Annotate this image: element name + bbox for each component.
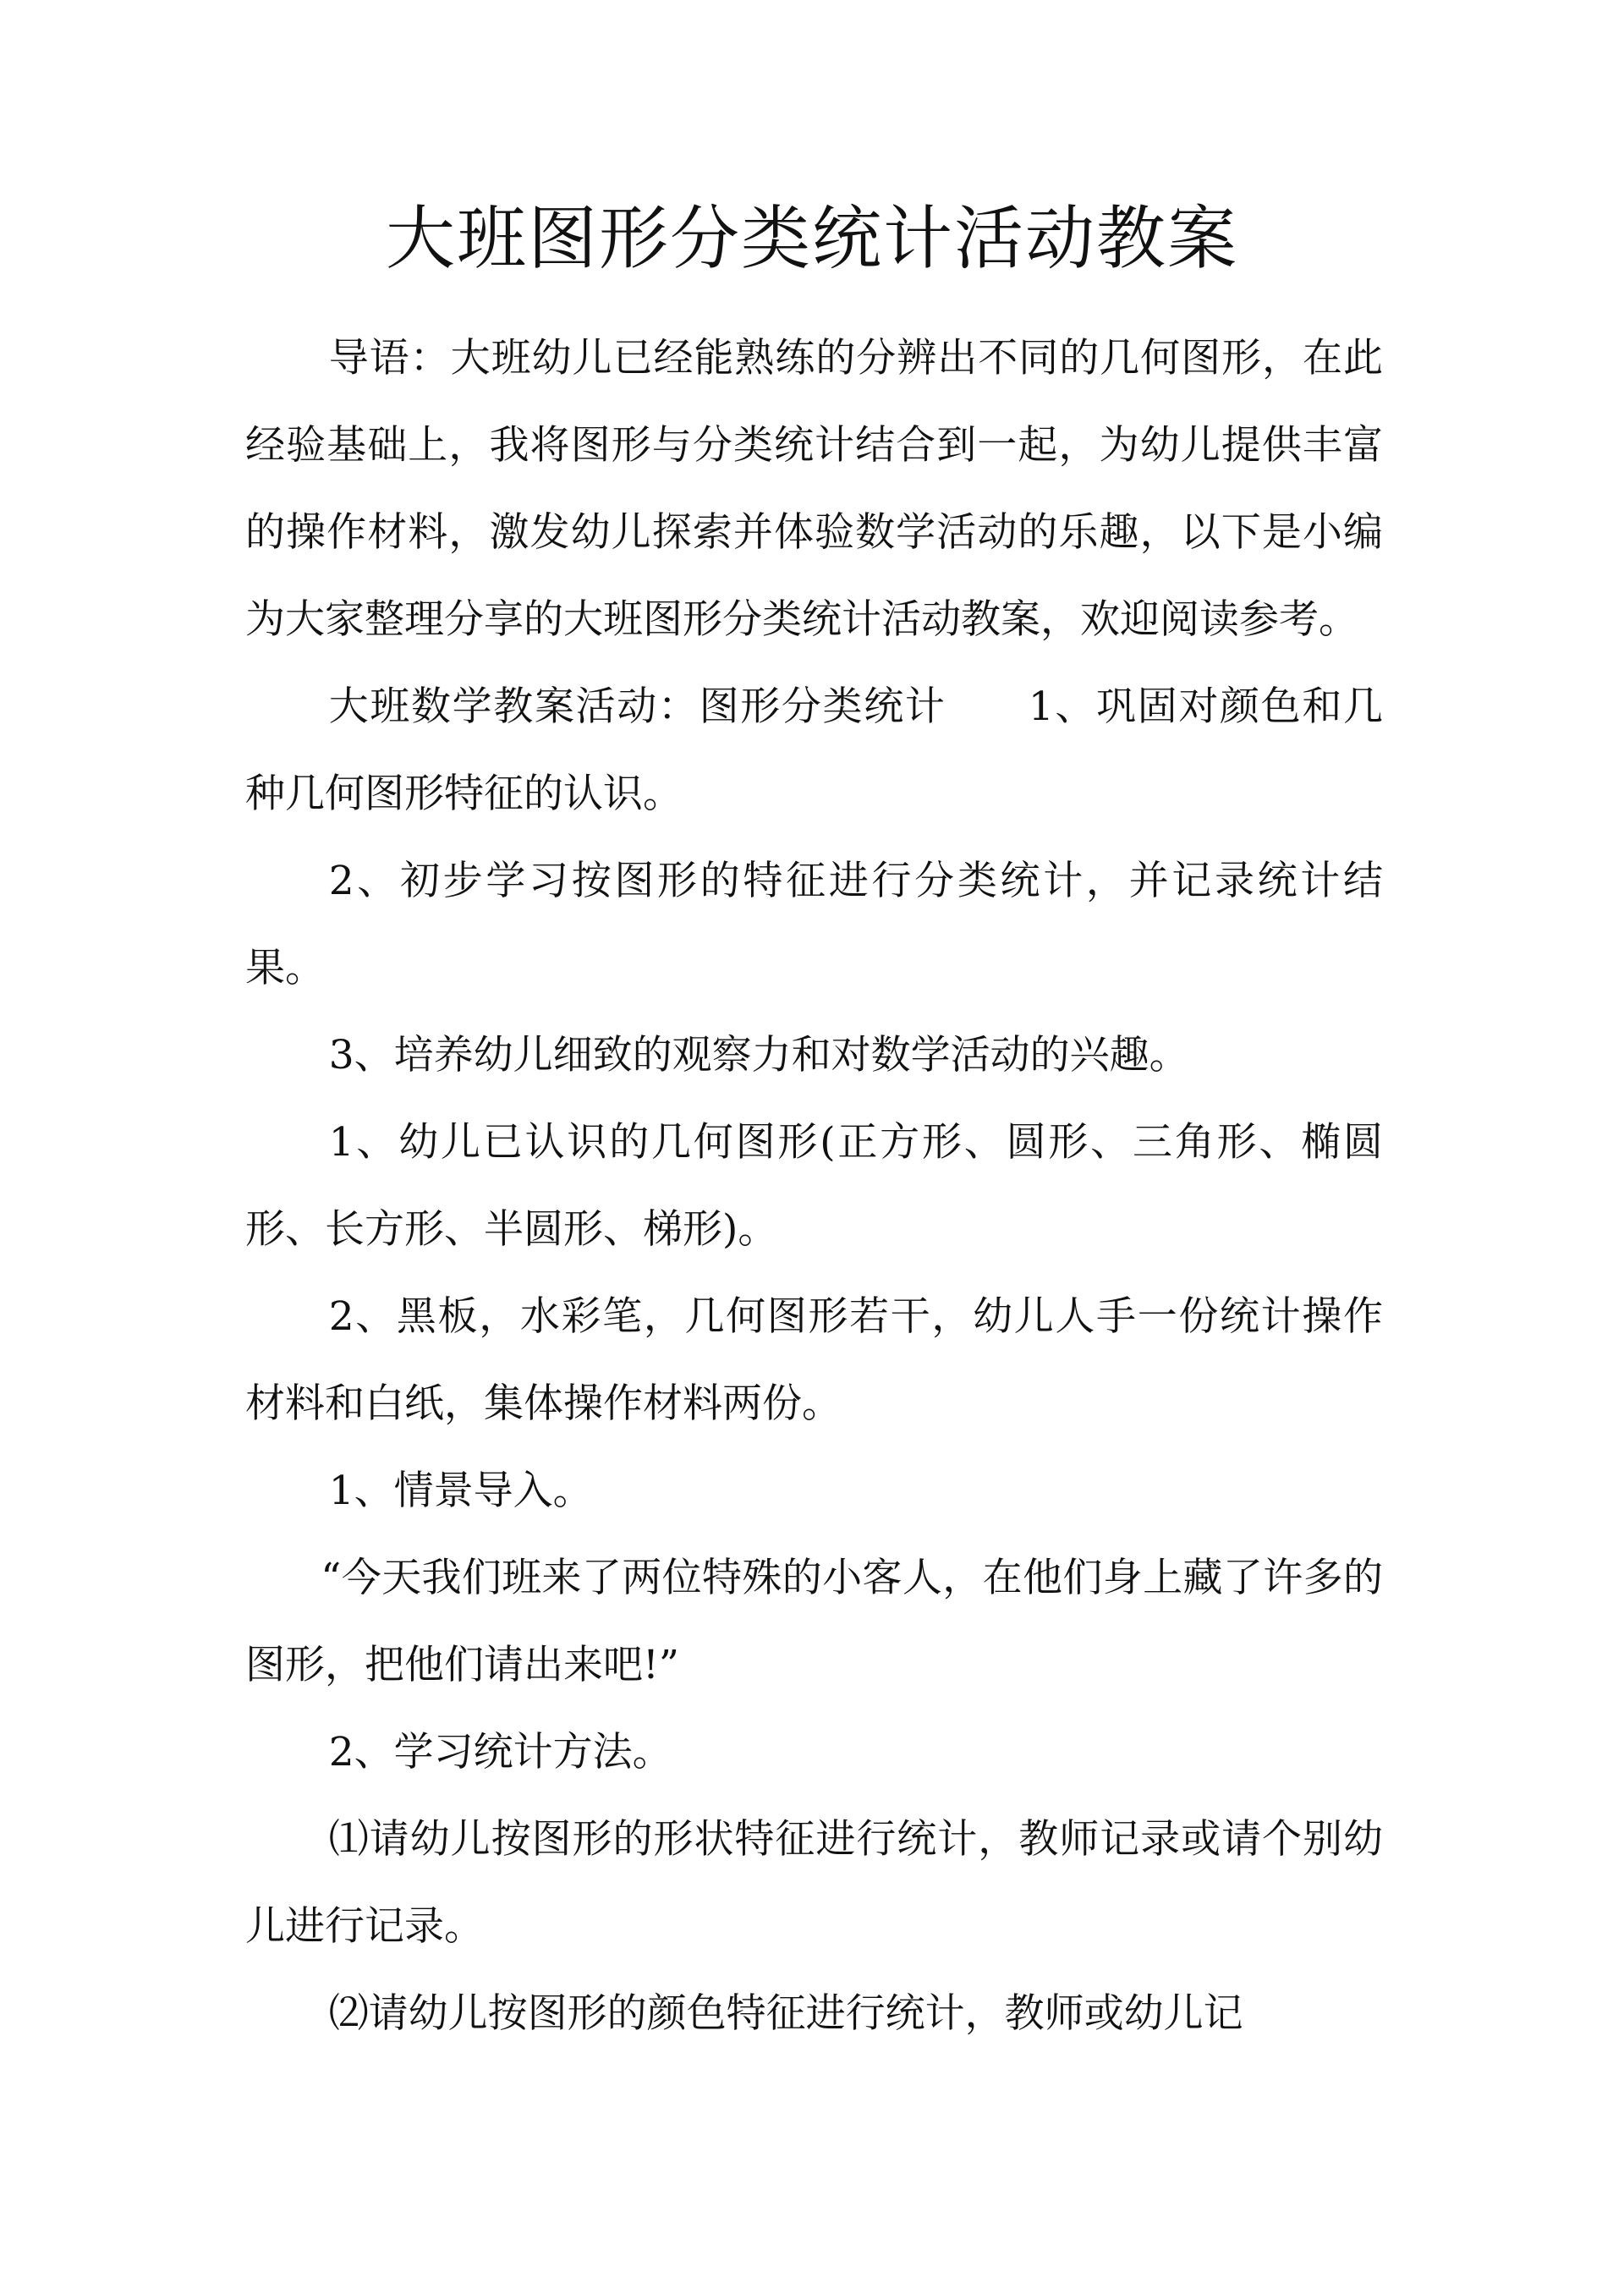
- paragraph-step-1: ⑴请幼儿按图形的形状特征进行统计，教师记录或请个别幼儿进行记录。: [245, 1816, 1383, 1950]
- paragraph-preparation-2: 2、黑板，水彩笔，几何图形若干，幼儿人手一份统计操作材料和白纸，集体操作材料两份。: [245, 1293, 1383, 1427]
- paragraph-process-1: 1、情景导入。: [328, 1468, 593, 1514]
- paragraph-step-2: ⑵请幼儿按图形的颜色特征进行统计，教师或幼儿记: [328, 1990, 1243, 2037]
- paragraph-activity-goal-2: 2、初步学习按图形的特征进行分类统计，并记录统计结果。: [245, 858, 1383, 991]
- paragraph-intro: 导语：大班幼儿已经能熟练的分辨出不同的几何图形，在此经验基础上，我将图形与分类统计结合到一起，为幼儿提供丰富的操作材料，激发幼儿探索并体验数学活动的乐趣，以下是小编为大家整理分享的大班图形分类统计活动教案，欢迎阅读参考。: [245, 335, 1383, 643]
- paragraph-activity-goal-1: 大班数学教案活动：图形分类统计 1、巩固对颜色和几种几何图形特征的认识。: [245, 683, 1383, 817]
- paragraph-quote: “今天我们班来了两位特殊的小客人，在他们身上藏了许多的图形，把他们请出来吧!”: [245, 1555, 1383, 1688]
- paragraph-process-2: 2、学习统计方法。: [328, 1729, 672, 1775]
- document-body: [245, 315, 1383, 2057]
- document-title: 大班图形分类统计活动教案: [385, 199, 1238, 279]
- paragraph-preparation-1: 1、幼儿已认识的几何图形(正方形、圆形、三角形、椭圆形、长方形、半圆形、梯形)。: [245, 1119, 1383, 1253]
- paragraph-activity-goal-3: 3、培养幼儿细致的观察力和对数学活动的兴趣。: [328, 1032, 1189, 1078]
